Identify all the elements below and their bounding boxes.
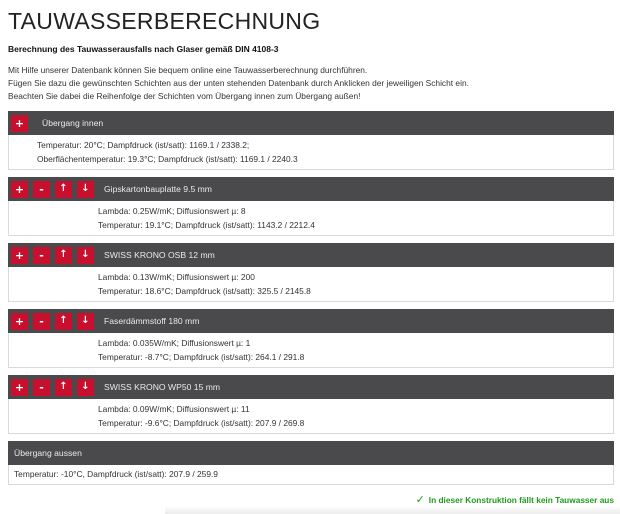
intro-line: Beachten Sie dabei die Reihenfolge der Schichten vom Übergang innen zum Übergang außen! [8, 91, 361, 101]
layer-label[interactable]: SWISS KRONO OSB 12 mm [104, 250, 215, 260]
layer-detail-line: Temperatur: -9.6°C; Dampfdruck (ist/satt): 207.9 / 269.8 [98, 417, 305, 428]
layer-header [8, 309, 614, 333]
layer-swiss-krono-osb [8, 243, 614, 302]
check-icon: ✓ [415, 493, 425, 506]
layer-header [8, 375, 614, 399]
result-text: In dieser Konstruktion fällt kein Tauwasser aus [428, 495, 614, 505]
layer-label[interactable]: Übergang aussen [14, 448, 82, 458]
move-up-button[interactable]: ↑ [55, 181, 72, 198]
remove-layer-button[interactable]: - [33, 379, 50, 396]
layer-label[interactable]: Faserdämmstoff 180 mm [104, 316, 200, 326]
layer-faserdaemmstoff [8, 309, 614, 368]
layer-detail-line: Lambda: 0.035W/mK; Diffusionswert µ: 1 [98, 338, 251, 348]
move-up-button[interactable]: ↑ [55, 247, 72, 264]
remove-layer-button[interactable]: - [33, 313, 50, 330]
move-down-button[interactable]: ↓ [77, 313, 94, 330]
layer-detail-line: Temperatur: -8.7°C; Dampfdruck (ist/satt): 264.1 / 291.8 [98, 351, 305, 362]
layer-uebergang-aussen [8, 441, 614, 485]
layer-swiss-krono-wp50 [8, 375, 614, 434]
layer-header [8, 243, 614, 267]
layer-details [8, 267, 614, 302]
intro-text [8, 64, 613, 103]
remove-layer-button[interactable]: - [33, 181, 50, 198]
move-up-button[interactable]: ↑ [55, 313, 72, 330]
page-title: TAUWASSERBERECHNUNG [8, 8, 321, 34]
result-message [416, 493, 614, 506]
intro-line: Fügen Sie dazu die gewünschten Schichten aus der unten stehenden Datenbank durch Anklicken der jeweiligen Schicht ein. [8, 78, 469, 88]
layer-detail-line: Lambda: 0.09W/mK; Diffusionswert µ: 11 [98, 404, 250, 414]
layer-details [8, 333, 614, 368]
layer-detail-line: Lambda: 0.25W/mK; Diffusionswert µ: 8 [98, 206, 246, 216]
layer-label[interactable]: Übergang innen [42, 118, 104, 128]
layer-details [8, 201, 614, 236]
move-down-button[interactable]: ↓ [77, 379, 94, 396]
layer-detail-line: Temperatur: 19.1°C; Dampfdruck (ist/satt): 1143.2 / 2212.4 [98, 219, 315, 230]
page-subtitle: Berechnung des Tauwasserausfalls nach Glaser gemäß DIN 4108-3 [8, 44, 279, 54]
layer-detail-line: Temperatur: 18.6°C; Dampfdruck (ist/satt): 325.5 / 2145.8 [98, 285, 311, 296]
layer-header [8, 441, 614, 465]
layer-uebergang-innen [8, 111, 614, 170]
layer-header [8, 177, 614, 201]
remove-layer-button[interactable]: - [33, 247, 50, 264]
intro-line: Mit Hilfe unserer Datenbank können Sie bequem online eine Tauwasserberechnung durchführen. [8, 65, 368, 75]
layer-detail-line: Oberflächentemperatur: 19.3°C; Dampfdruck (ist/satt): 1169.1 / 2240.3 [37, 153, 298, 164]
layer-label[interactable]: SWISS KRONO WP50 15 mm [104, 382, 221, 392]
add-layer-button[interactable]: + [11, 247, 28, 264]
move-down-button[interactable]: ↓ [77, 181, 94, 198]
layer-detail-line: Temperatur: 20°C; Dampfdruck (ist/satt): 1169.1 / 2338.2; [37, 140, 250, 150]
layer-detail-line: Temperatur: -10°C, Dampfdruck (ist/satt): 207.9 / 259.9 [14, 469, 218, 479]
layer-details [8, 465, 614, 485]
layer-gipskartonbauplatte [8, 177, 614, 236]
add-layer-button[interactable]: + [11, 115, 28, 132]
layer-details [8, 135, 614, 170]
layer-header [8, 111, 614, 135]
add-layer-button[interactable]: + [11, 379, 28, 396]
add-layer-button[interactable]: + [11, 181, 28, 198]
bottom-shadow [165, 506, 620, 514]
move-up-button[interactable]: ↑ [55, 379, 72, 396]
move-down-button[interactable]: ↓ [77, 247, 94, 264]
layer-details [8, 399, 614, 434]
add-layer-button[interactable]: + [11, 313, 28, 330]
layer-detail-line: Lambda: 0.13W/mK; Diffusionswert µ: 200 [98, 272, 255, 282]
layer-label[interactable]: Gipskartonbauplatte 9.5 mm [104, 184, 212, 194]
